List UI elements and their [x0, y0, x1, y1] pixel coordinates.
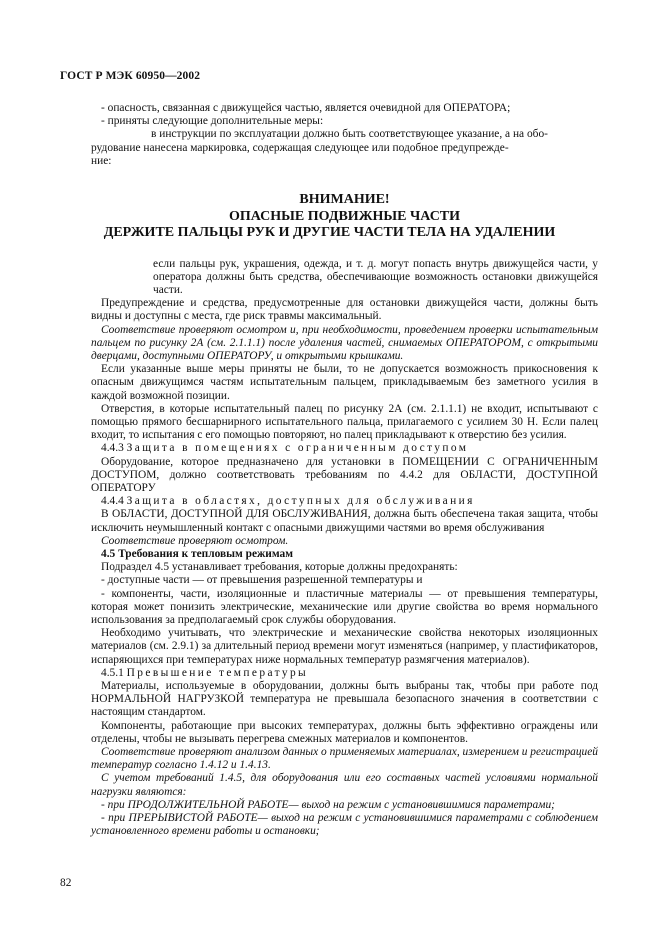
compliance-note: - при ПРОДОЛЖИТЕЛЬНОЙ РАБОТЕ— выход на режим с установившимися параметрами;	[101, 798, 555, 811]
warning-title: ВНИМАНИЕ!	[299, 192, 390, 208]
section-heading-4-5: 4.5 Требования к тепловым режимам	[101, 547, 294, 560]
paragraph: Подраздел 4.5 устанавливает требования, которые должны предохранять:	[101, 561, 458, 574]
paragraph: Отверстия, в которые испытательный палец по рисунку 2А (см. 2.1.1.1) не входит, испытывают с помощью прямого бесшарнирного испытательного пальца, прилагаемого с усилием 30 Н. Если палец входит, то испытания с его помощью повторяют, но палец прикладывают к отверстию без усилия.	[91, 402, 598, 442]
section-number: 4.5.1	[101, 666, 124, 679]
compliance-note: Соответствие проверяют анализом данных о применяемых материалах, измерением и регистрацией температур согласно 1.4.12 и 1.4.13.	[91, 746, 598, 772]
section-number: 4.4.3	[101, 442, 124, 455]
paragraph: - опасность, связанная с движущейся частью, является очевидной для ОПЕРАТОРА;	[101, 102, 511, 114]
section-title: Превышение температуры	[126, 666, 309, 679]
paragraph: Оборудование, которое предназначено для установки в ПОМЕЩЕНИИ С ОГРАНИЧЕННЫМ ДОСТУПОМ, должно соответствовать требованиям по 4.4.2 для ОБЛАСТИ, ДОСТУПНОЙ ОПЕРАТОРУ	[91, 455, 598, 494]
section-title: Защита в помещениях с ограниченным доступом	[126, 442, 469, 455]
warning-line: ОПАСНЫЕ ПОДВИЖНЫЕ ЧАСТИ	[228, 208, 461, 224]
paragraph: если пальцы рук, украшения, одежда, и т. д. могут попасть внутрь движущейся части, у оператора должны быть средства, обеспечивающие возможность остановки движущейся части.	[153, 257, 598, 296]
section-number: 4.4.4	[101, 495, 124, 508]
compliance-note: Соответствие проверяют осмотром и, при необходимости, проведением проверки испытательным пальцем по рисунку 2А (см. 2.1.1.1) после удаления частей, снимаемых ОПЕРАТОРОМ, с открытыми дверцами, доступными ОПЕРАТОРУ, и открытыми крышками.	[91, 323, 598, 362]
paragraph: рудование нанесена маркировка, содержащая следующее или подобное предупрежде-	[91, 141, 509, 154]
paragraph: Если указанные выше меры приняты не были, то не допускается возможность прикосновения к опасным движущимся частям испытательным пальцем, прикладываемым без заметного усилия в каждой возможной позиции.	[91, 363, 598, 402]
paragraph: Материалы, используемые в оборудовании, должны быть выбраны так, чтобы при работе под НОРМАЛЬНОЙ НАГРУЗКОЙ температура не превышала безопасного значения в соответствии с настоящим стандартом.	[91, 680, 598, 719]
compliance-note: Соответствие проверяют осмотром.	[101, 534, 289, 547]
compliance-note: С учетом требований 1.4.5, для оборудования или его составных частей условиями нормальной нагрузки являются:	[91, 772, 598, 798]
section-heading-4-4-3	[91, 442, 598, 455]
section-heading-4-4-4	[91, 495, 598, 508]
instruction-block	[91, 128, 598, 168]
paragraph: - приняты следующие дополнительные меры:	[101, 115, 324, 128]
paragraph: Предупреждение и средства, предусмотренные для остановки движущейся части, должны быть видны и доступны с места, где риск травмы максимальный.	[91, 297, 598, 323]
paragraph: - доступные части — от превышения разрешенной температуры и	[101, 574, 423, 587]
warning-block	[91, 192, 598, 242]
standard-header: ГОСТ Р МЭК 60950—2002	[60, 70, 201, 82]
paragraph: Компоненты, работающие при высоких температурах, должны быть эффективно ограждены или отделены, чтобы не вызывать перегрева смежных материалов и компонентов.	[91, 719, 598, 745]
warning-line: ДЕРЖИТЕ ПАЛЬЦЫ РУК И ДРУГИЕ ЧАСТИ ТЕЛА НА УДАЛЕНИИ	[103, 225, 556, 241]
page-number: 82	[60, 877, 72, 889]
paragraph: в инструкции по эксплуатации должно быть соответствующее указание, а на обо-	[151, 128, 548, 141]
section-heading-4-5-1	[91, 667, 598, 680]
page-body	[91, 102, 598, 838]
paragraph: - компоненты, части, изоляционные и пластичные материалы — от превышения температуры, которая может понизить электрические, механические или другие свойства во время нормального использования за предполагаемый срок службы оборудования.	[91, 587, 598, 626]
paragraph: В ОБЛАСТИ, ДОСТУПНОЙ ДЛЯ ОБСЛУЖИВАНИЯ, должна быть обеспечена такая защита, чтобы исключить неумышленный контакт с опасными движущими частями во время обслуживания	[91, 508, 598, 534]
section-title: Защита в областях, доступных для обслуживания	[126, 495, 475, 508]
compliance-note: - при ПРЕРЫВИСТОЙ РАБОТЕ— выход на режим с установившимися параметрами с соблюдением установленного времени работы и остановки;	[91, 812, 598, 838]
paragraph: ние:	[91, 154, 112, 167]
paragraph: Необходимо учитывать, что электрические и механические свойства некоторых изоляционных материалов (см. 2.9.1) за длительный период времени могут изменяться (например, у пластификаторов, испаряющихся при температурах ниже нормальных температур размягчения материалов).	[91, 627, 598, 666]
